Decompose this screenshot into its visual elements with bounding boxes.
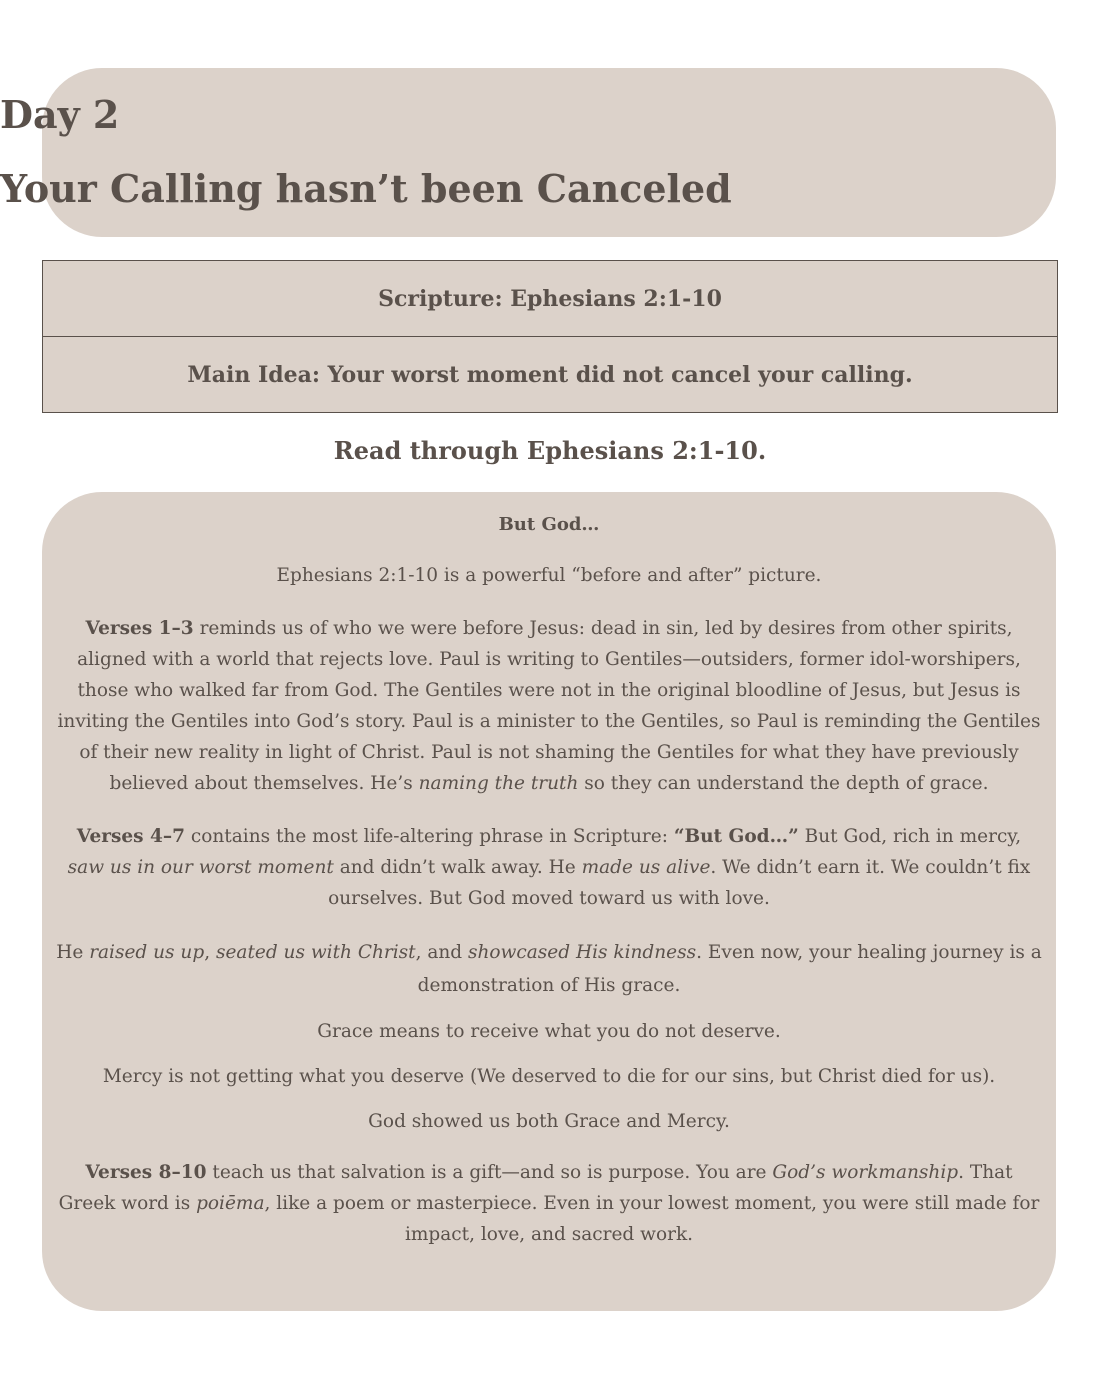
section-heading: But God… [498,514,600,535]
page-title: Your Calling hasn’t been Canceled [0,166,732,211]
raised-emphasis-a: raised us up [89,942,205,963]
verses-4-7-label: Verses 4–7 [76,826,186,847]
verses-8-10-label: Verses 8–10 [85,1162,207,1183]
raised-text-b: , [204,942,216,963]
scripture-row: Scripture: Ephesians 2:1-10 [43,261,1057,337]
verses-8-10-text: teach us that salvation is a gift—and so is purpose. You are [206,1162,773,1183]
raised-emphasis-b: seated us with Christ [215,942,416,963]
verses-4-7-emphasis-a: saw us in our worst moment [67,857,334,878]
verses-4-7-text: contains the most life-altering phrase in Scripture: [185,826,674,847]
verses-8-10-text-b: . That Greek word is [58,1162,1013,1214]
verses-8-10-paragraph [56,1157,1042,1250]
verses-4-7-paragraph [56,821,1042,914]
verses-4-7-text-b: But God, rich in mercy, [798,826,1022,847]
verses-1-3-emphasis: naming the truth [418,773,579,794]
mercy-definition: Mercy is not getting what you deserve (We deserved to die for our sins, but Christ died for us). [102,1066,996,1087]
verses-8-10-emphasis-a: God’s workmanship [772,1162,959,1183]
verses-1-3-label: Verses 1–3 [85,618,194,639]
verses-1-3-paragraph [56,613,1042,799]
raised-text-c: , and [415,942,469,963]
but-god-phrase: “But God…” [673,826,799,847]
read-prompt: Read through Ephesians 2:1-10. [333,436,767,465]
grace-and-mercy: God showed us both Grace and Mercy. [368,1111,730,1132]
reflection-panel [42,492,1056,1311]
intro-paragraph: Ephesians 2:1-10 is a powerful “before and after” picture. [276,565,822,586]
verses-4-7-text-d: . We didn’t earn it. We couldn’t fix ourselves. But God moved toward us with love. [328,857,1031,909]
verses-1-3-text-end: so they can understand the depth of grace. [578,773,989,794]
raised-emphasis-c: showcased His kindness [468,942,697,963]
info-table [42,260,1058,413]
grace-definition: Grace means to receive what you do not deserve. [317,1021,781,1042]
verses-1-3-text: reminds us of who we were before Jesus: dead in sin, led by desires from other spirits, aligned with a world that rejects love. Paul is writing to Gentiles—outsiders, former idol-worshipers, those who walked far from God. The Gentiles were not in the original bloodline of Jesus, but Jesus is inviting the Gentiles into God’s story. Paul is a minister to the Gentiles, so Paul is reminding the Gentiles of their new reality in light of Christ. Paul is not shaming the Gentiles for what they have previously believed about themselves. He’s [57,618,1041,794]
verses-4-7-text-c: and didn’t walk away. He [333,857,582,878]
raised-text-d: . Even now, your healing journey is a demonstration of His grace. [417,942,1042,996]
raised-text-a: He [56,942,90,963]
verses-8-10-text-c: , like a poem or masterpiece. Even in your lowest moment, you were still made for impact, love, and sacred work. [264,1193,1040,1245]
verses-4-7-emphasis-b: made us alive [581,857,711,878]
day-label: Day 2 [0,92,120,137]
verses-8-10-emphasis-b: poiēma [196,1193,265,1214]
main-idea-row: Main Idea: Your worst moment did not cancel your calling. [187,361,913,388]
raised-up-paragraph [56,936,1042,1002]
